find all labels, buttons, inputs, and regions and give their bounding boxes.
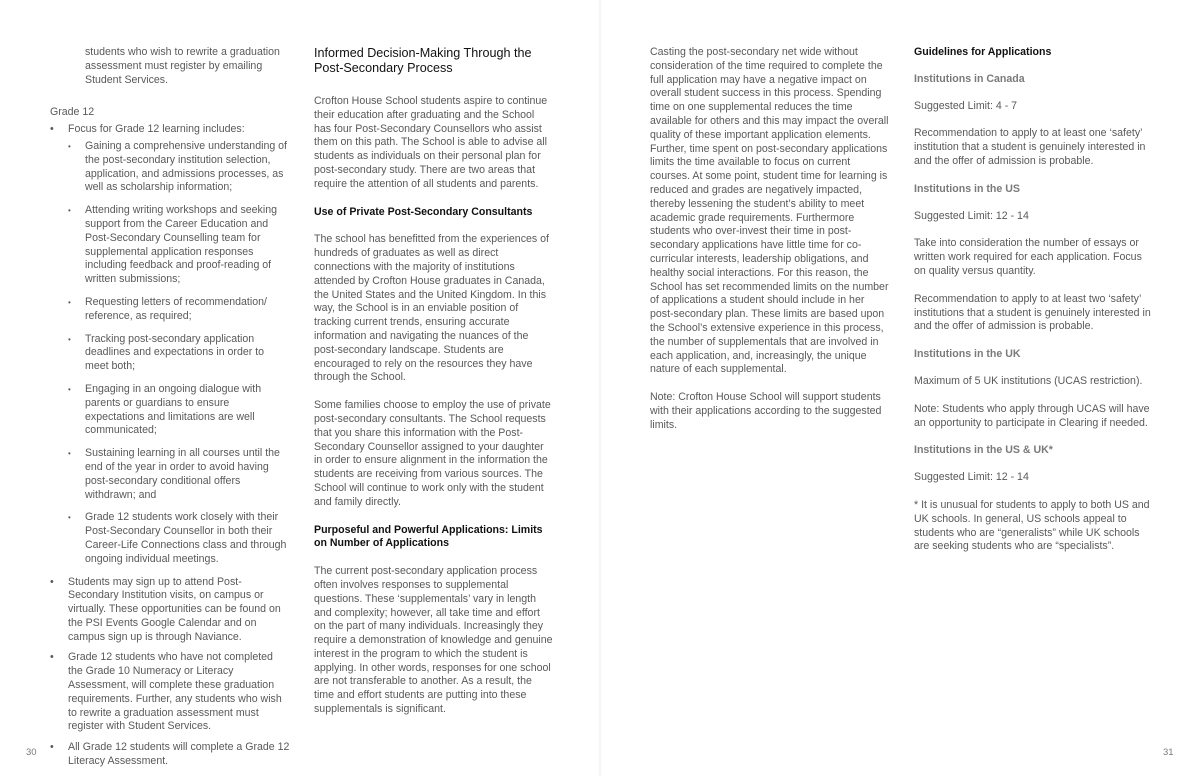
list-item xyxy=(50,576,290,645)
us-uk-footnote: * It is unusual for students to apply to both US and UK schools. In general, US schools appeal to students who are “generalists” while UK schools are seeking students who are “specialists”. xyxy=(914,498,1150,553)
sub-list-item-text: Tracking post-secondary application deadlines and expectations in order to meet both; xyxy=(85,332,265,373)
right-page-column-1 xyxy=(650,46,890,447)
page-number-left: 30 xyxy=(26,747,37,758)
grade-12-list xyxy=(50,123,290,769)
uk-heading: Institutions in the UK xyxy=(914,348,1021,361)
sub-list-item-text: Sustaining learning in all courses until the end of the year in order to avoid having post-secondary conditional offers withdrawn; and xyxy=(85,447,280,501)
bullet-icon: • xyxy=(68,334,71,344)
sub-list-item-text: Engaging in an ongoing dialogue with parents or guardians to ensure expectations and limitations are well communicated; xyxy=(85,382,262,437)
sub-list-item xyxy=(68,296,290,324)
uk-note: Note: Students who apply through UCAS will have an opportunity to participate in Clearing if needed. xyxy=(914,402,1150,429)
page-gutter xyxy=(598,0,602,776)
sub-list-item xyxy=(68,204,290,287)
uk-maximum: Maximum of 5 UK institutions (UCAS restriction). xyxy=(914,374,1143,387)
paragraph: The school has benefitted from the experiences of hundreds of graduates as well as direct connections with the majority of institutions attended by Crofton House graduates in Canada, the United States and the United Kingdom. In this way, the School is in an enviable position of tracking current trends, ensuring accurate information and navigating the nuances of the post-secondary landscape. Students are encouraged to rely on the resources they have through the School. xyxy=(314,233,549,384)
sub-list-item xyxy=(68,140,290,195)
intro-paragraph: Crofton House School students aspire to continue their education after graduating and the School has four Post-Secondary Counsellors who assist them on this path. The School is able to advise all students as individuals on their personal plan for post-secondary study. There are two areas that require the attention of all students and parents. xyxy=(314,95,548,190)
bullet-icon: • xyxy=(50,651,54,664)
note-paragraph: Note: Crofton House School will support students with their applications according to the suggested limits. xyxy=(650,391,882,431)
us-uk-limit: Suggested Limit: 12 - 14 xyxy=(914,471,1029,484)
bullet-icon: • xyxy=(50,575,54,588)
sub-list-item xyxy=(68,447,290,502)
sub-list-item-text: Attending writing workshops and seeking support from the Career Education and Post-Secondary Counselling team for supplemental application responses including feedback and proof-reading of written submissions; xyxy=(85,204,277,286)
sub-list-item-text: Requesting letters of recommendation/ reference, as required; xyxy=(85,295,267,322)
list-item xyxy=(50,741,290,769)
continuation-text: students who wish to rewrite a graduation assessment must register by emailing Student Services. xyxy=(85,46,280,86)
paragraph: The current post-secondary application process often involves responses to supplemental questions. These ‘supplementals’ vary in length and complexity; however, all take time and effort on the part of many individuals. Increasingly they require a demonstration of knowledge and genuine interest in the program to which the student is applying. In other words, responses for one school are not transferable to another. As a result, the time and effort students are putting into these supplementals is significant. xyxy=(314,565,553,716)
bullet-icon: • xyxy=(68,513,71,523)
bullet-icon: • xyxy=(50,123,54,136)
focus-sublist xyxy=(68,140,290,567)
right-page-column-2 xyxy=(914,46,1154,568)
list-item xyxy=(50,123,290,566)
us-consideration: Take into consideration the number of essays or written work required for each application. Focus on quality versus quantity. xyxy=(914,237,1142,277)
left-page-column-1 xyxy=(50,46,290,769)
list-item xyxy=(50,651,290,734)
paragraph: Some families choose to employ the use of private post-secondary consultants. The School requests that you share this information with the Post-Secondary Counsellor assigned to your daughter in order to ensure alignment in the information the students are receiving from various sources. The School will continue to work only with the student and family directly. xyxy=(314,399,551,508)
bullet-icon: • xyxy=(68,297,71,307)
sub-list-item-text: Gaining a comprehensive understanding of the post-secondary institution selection, application, and admissions processes, as well as scholarship information; xyxy=(85,139,288,194)
us-heading: Institutions in the US xyxy=(914,182,1020,195)
bullet-icon: • xyxy=(68,141,71,151)
subsection-heading-consultants: Use of Private Post-Secondary Consultants xyxy=(314,205,533,218)
bullet-icon: • xyxy=(50,741,54,754)
list-item-text: Focus for Grade 12 learning includes: xyxy=(68,123,245,136)
sub-list-item-text: Grade 12 students work closely with their Post-Secondary Counsellor in both their Career-Life Connections class and through ongoing individual meetings. xyxy=(85,511,287,565)
canada-heading: Institutions in Canada xyxy=(914,72,1025,85)
bullet-icon: • xyxy=(68,206,71,216)
subsection-heading-applications: Purposeful and Powerful Applications: Limits on Number of Applications xyxy=(314,523,543,550)
paragraph: Casting the post-secondary net wide without consideration of the time required to complete the full application may have a negative impact on overall student success in this process. Spending time on one supplemental reduces the time available for others and this may impact the overall quality of these important application elements. Further, time spent on post-secondary applications limits the time available to focus on current courses. At some point, student time for learning is reduced and grades are negatively impacted, thereby lessening the student’s ability to meet academic grade requirements. Furthermore students who over-invest their time in post-secondary applications have little time for co-curricular interests, leadership obligations, and healthy social interactions. For this reason, the School has set recommended limits on the number of applications a student should include in her post-secondary plan. These limits are based upon the School’s extensive experience in this process, the number of supplementals that are involved in each application, and, increasingly, the unique nature of each supplemental. xyxy=(650,46,889,376)
left-page-column-2 xyxy=(314,46,554,731)
guidelines-title: Guidelines for Applications xyxy=(914,46,1052,58)
us-uk-heading: Institutions in the US & UK* xyxy=(914,444,1053,457)
list-item-text: Grade 12 students who have not completed the Grade 10 Numeracy or Literacy Assessment, will complete these graduation requirements. Further, any students who wish to rewrite a graduation assessment must register with Student Services. xyxy=(68,651,282,733)
us-limit: Suggested Limit: 12 - 14 xyxy=(914,209,1029,222)
canada-limit: Suggested Limit: 4 - 7 xyxy=(914,99,1018,112)
sub-list-item xyxy=(68,383,290,438)
sub-list-item xyxy=(68,511,290,566)
us-recommendation: Recommendation to apply to at least two ‘safety’ institutions that a student is genuinely interested in and the offer of admission is probable. xyxy=(914,292,1151,333)
list-item-text: All Grade 12 students will complete a Grade 12 Literacy Assessment. xyxy=(68,741,290,768)
list-item-text: Students may sign up to attend Post-Secondary Institution visits, on campus or virtually. These opportunities can be found on the PSI Events Google Calendar and on campus sign up is through Naviance. xyxy=(68,575,281,643)
sub-list-item xyxy=(68,333,290,374)
bullet-icon: • xyxy=(68,449,71,459)
bullet-icon: • xyxy=(68,384,71,394)
page-number-right: 31 xyxy=(1163,747,1174,758)
canada-recommendation: Recommendation to apply to at least one ‘safety’ institution that a student is genuinely interested in and the offer of admission is probable. xyxy=(914,127,1146,167)
section-heading: Informed Decision-Making Through the Post-Secondary Process xyxy=(314,46,532,75)
grade-12-heading: Grade 12 xyxy=(50,106,95,119)
